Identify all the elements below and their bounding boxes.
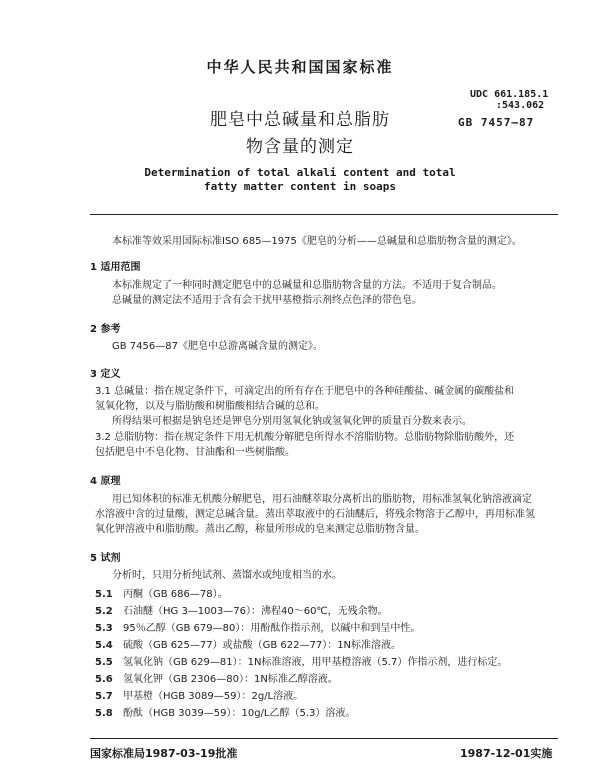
- reagent-text: 酚酞（HGB 3039—59）：10g/L乙醇（5.3）溶液。: [123, 708, 356, 719]
- reagent-number: 5.7: [95, 691, 113, 702]
- reagent-number: 5.5: [95, 657, 113, 668]
- reagent-item: [95, 640, 401, 652]
- footer-divider: [90, 738, 558, 739]
- section-5-heading: 5 试剂: [90, 553, 121, 564]
- udc-code: UDC 661.185.1: [470, 89, 549, 100]
- title-en-line1: Determination of total alkali content and total: [144, 166, 456, 179]
- reagent-text: 氢氧化钠（GB 629—81）：1N标准溶液，用甲基橙溶液（5.7）作指示剂，进行标定。: [123, 657, 508, 668]
- principle-line: 用已知体积的标准无机酸分解肥皂，用石油醚萃取分离析出的脂肪物，用标准氢氧化钠溶液滴定: [112, 494, 532, 505]
- section-4-heading: 4 原理: [90, 476, 121, 487]
- section-1-heading: 1 适用范围: [90, 262, 141, 273]
- reagent-item: [95, 674, 338, 686]
- reagent-item: [95, 691, 303, 703]
- reagent-number: 5.3: [95, 623, 113, 634]
- udc-code-continued: :543.062: [496, 100, 545, 111]
- definition-line: 所得结果可根据是钠皂还是钾皂分别用氢氧化钠或氢氧化钾的质量百分数来表示。: [112, 416, 472, 427]
- title-cn-line1: 肥皂中总碱量和总脂肪: [210, 110, 390, 130]
- header-divider: [90, 214, 558, 215]
- section-2-line: GB 7456—87《肥皂中总游离碱含量的测定》。: [112, 341, 323, 352]
- approval-date: 国家标准局1987-03-19批准: [90, 747, 238, 760]
- reagent-text: 石油醚（HG 3—1003—76）：沸程40～60℃，无残余物。: [123, 606, 388, 617]
- reagent-item: [95, 623, 420, 635]
- section-2-heading: 2 参考: [90, 324, 121, 335]
- principle-line: 水溶液中含的过量酸，测定总碱含量。蒸出萃取液中的石油醚后，将残余物溶于乙醇中，再用标准氢: [95, 509, 535, 520]
- definition-line: 包括肥皂中不皂化物、甘油酯和一些树脂酸。: [95, 447, 295, 458]
- reagent-item: [95, 606, 388, 618]
- reagent-text: 氢氧化钾（GB 2306—80）：1N标准乙醇溶液。: [123, 674, 338, 685]
- section-1-line: 总碱量的测定法不适用于含有会干扰甲基橙指示剂终点色泽的带色皂。: [112, 295, 422, 306]
- definition-line: 3.1 总碱量：指在规定条件下，可滴定出的所有存在于肥皂中的各种硅酸盐、碱金属的碳酸盐和: [95, 386, 515, 397]
- effective-date: 1987-12-01实施: [460, 747, 553, 760]
- reagent-item: [95, 657, 507, 669]
- country-standard-header: 中华人民共和国国家标准: [206, 58, 394, 76]
- reagent-text: 甲基橙（HGB 3089—59）：2g/L溶液。: [123, 691, 304, 702]
- reagent-number: 5.1: [95, 589, 113, 600]
- intro-paragraph: 本标准等效采用国际标准ISO 685—1975《肥皂的分析——总碱量和总脂肪物含量的测定》。: [112, 236, 522, 247]
- section-3-heading: 3 定义: [90, 369, 121, 380]
- definition-line: 氢氧化物，以及与脂肪酸和树脂酸相结合碱的总和。: [95, 401, 325, 412]
- section-1-line: 本标准规定了一种同时测定肥皂中的总碱量和总脂肪物含量的方法。不适用于复合制品。: [112, 280, 502, 291]
- reagent-number: 5.2: [95, 606, 113, 617]
- definition-line: 3.2 总脂肪物：指在规定条件下用无机酸分解肥皂所得水不溶脂肪物。总脂肪物除脂肪酸外，还: [95, 432, 515, 443]
- reagent-number: 5.6: [95, 674, 113, 685]
- title-cn-line2: 物含量的测定: [246, 137, 354, 157]
- reagent-text: 丙酮（GB 686—78）。: [123, 589, 228, 600]
- reagent-text: 95％乙醇（GB 679—80）：用酚酞作指示剂，以碱中和到呈中性。: [123, 623, 421, 634]
- principle-line: 氧化钾溶液中和脂肪酸。蒸出乙醇，称量所形成的皂来测定总脂肪物含量。: [95, 524, 425, 535]
- gb-number: GB 7457—87: [458, 116, 535, 129]
- title-en-line2: fatty matter content in soaps: [203, 180, 397, 193]
- reagent-number: 5.4: [95, 640, 113, 651]
- reagent-item: [95, 708, 355, 720]
- reagent-number: 5.8: [95, 708, 113, 719]
- reagent-item: [95, 589, 228, 601]
- reagent-text: 硫酸（GB 625—77）或盐酸（GB 622—77）：1N标准溶液。: [123, 640, 402, 651]
- reagents-intro: 分析时，只用分析纯试剂、蒸馏水或纯度相当的水。: [112, 570, 342, 581]
